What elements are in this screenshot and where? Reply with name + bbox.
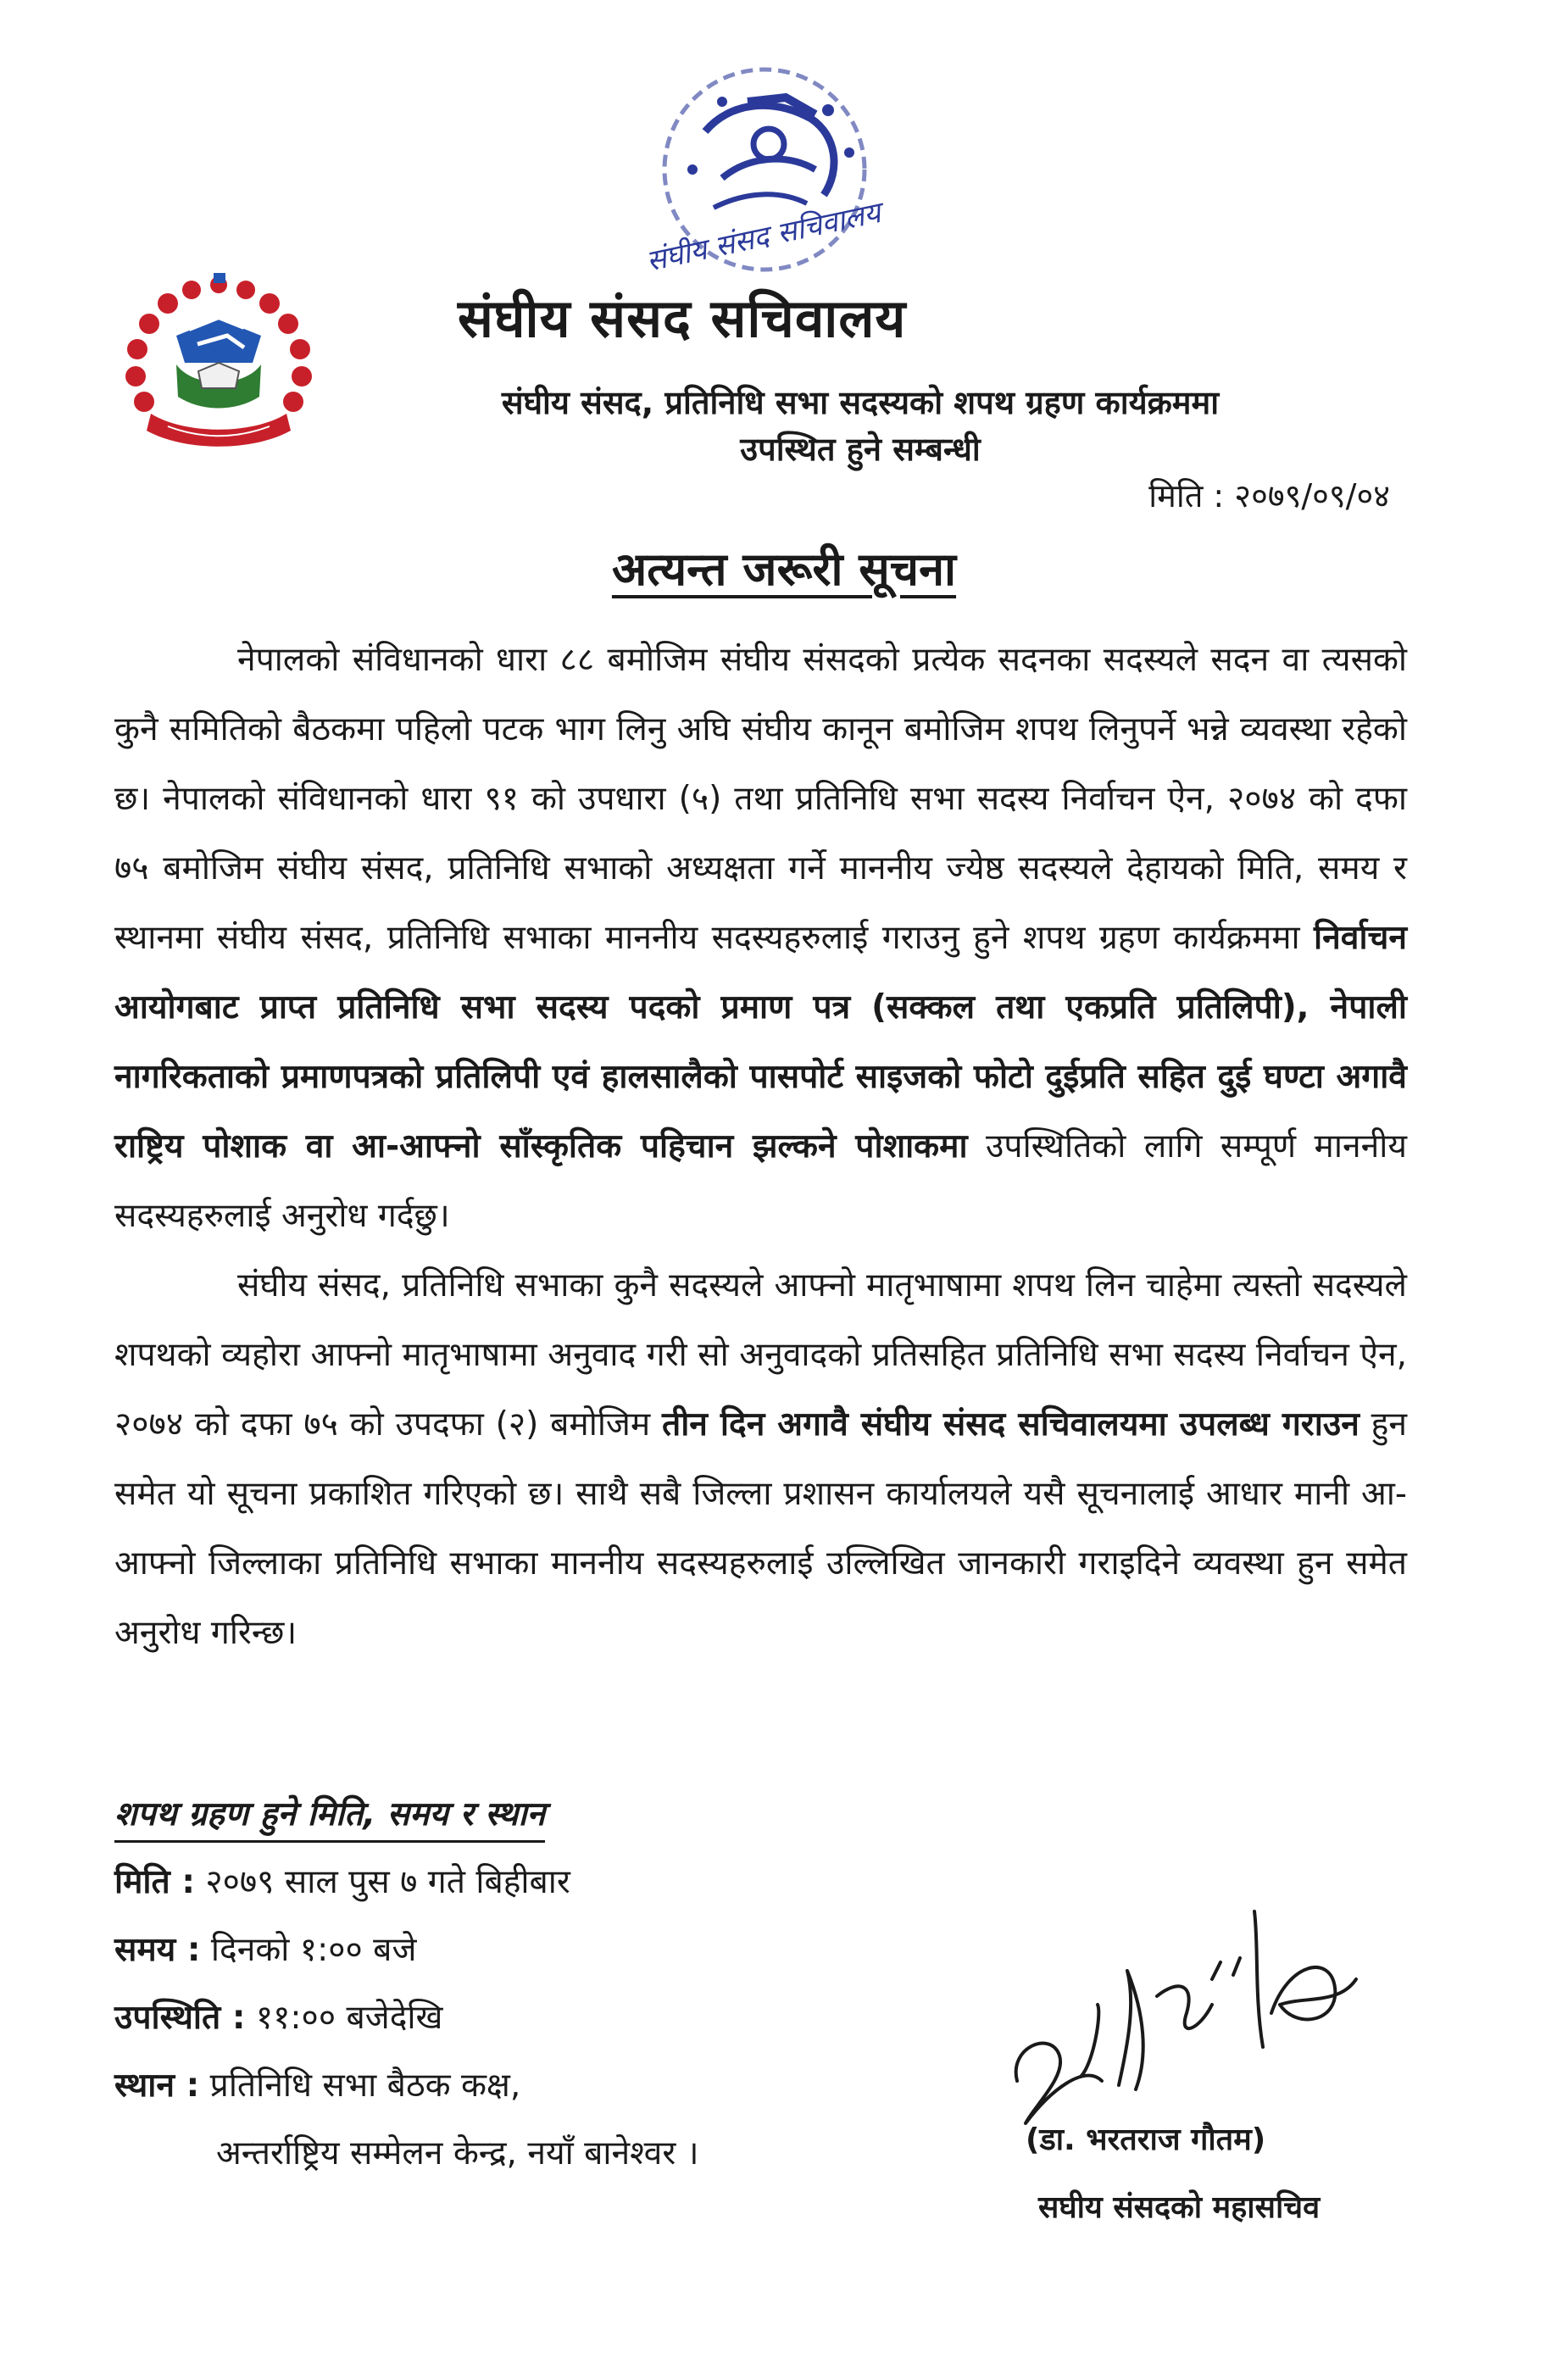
- notice-heading: [0, 536, 1568, 598]
- notice-heading-text: अत्यन्त जरूरी सूचना: [611, 542, 957, 596]
- para2-text-b: हुन समेत यो सूचना प्रकाशित गरिएको छ। साथै सबै जिल्ला प्रशासन कार्यालयले यसै सूचनालाई आधार मानी आ-आफ्नो जिल्लाका प्रतिनिधि सभाका माननीय सदस्यहरुलाई उल्लिखित जानकारी गराइदिने व्यवस्था हुन समेत अनुरोध गरिन्छ।: [114, 1405, 1407, 1652]
- schedule-time-row: [114, 1926, 416, 1971]
- paragraph-2: [114, 1251, 1407, 1668]
- office-seal-stamp: [603, 51, 892, 297]
- schedule-date-value: २०७९ साल पुस ७ गते बिहीबार: [205, 1863, 570, 1901]
- schedule-heading: शपथ ग्रहण हुने मिति, समय र स्थान: [114, 1790, 545, 1843]
- para1-bold-text: निर्वाचन आयोगबाट प्राप्त प्रतिनिधि सभा सदस्य पदको प्रमाण पत्र (सक्कल तथा एकप्रति प्रतिलिपी), नेपाली नागरिकताको प्रमाणपत्रको प्रतिलिपी एवं हालसालैको पासपोर्ट साइजको फोटो दुईप्रति सहित दुई घण्टा अगावै राष्ट्रिय पोशाक वा आ-आफ्नो साँस्कृतिक पहिचान झल्कने पोशाकमा: [114, 919, 1407, 1165]
- schedule-attendance-label: उपस्थिति :: [114, 1999, 246, 2037]
- paragraph-1: [114, 626, 1407, 1251]
- para2-bold-text: तीन दिन अगावै संघीय संसद सचिवालयमा उपलब्ध गराउन: [661, 1405, 1359, 1444]
- schedule-time-label: समय :: [114, 1931, 201, 1969]
- para2-text-a: संघीय संसद, प्रतिनिधि सभाका कुनै सदस्यले आफ्नो मातृभाषामा शपथ लिन चाहेमा त्यस्तो सदस्यले शपथको व्यहोरा आफ्नो मातृभाषामा अनुवाद गरी सो अनुवादको प्रतिसहित प्रतिनिधि सभा सदस्य निर्वाचन ऐन, २०७४ को दफा ७५ को उपदफा (२) बमोजिम: [114, 1266, 1407, 1444]
- nepal-emblem-icon: [117, 270, 320, 460]
- notice-date: मिति : २०७९/०९/०४: [1148, 477, 1390, 515]
- signer-name: (डा. भरतराज गौतम): [1026, 2122, 1266, 2157]
- schedule-venue-line-1: प्रतिनिधि सभा बैठक कक्ष,: [209, 2067, 521, 2105]
- schedule-venue-label: स्थान :: [114, 2067, 200, 2105]
- subject-line-1: संघीय संसद, प्रतिनिधि सभा सदस्यको शपथ ग्रहण कार्यक्रममा: [501, 384, 1220, 421]
- schedule-time-value: दिनको १:०० बजे: [210, 1931, 417, 1969]
- schedule-venue-row-2: [216, 2129, 699, 2174]
- schedule-date-label: मिति :: [114, 1863, 195, 1901]
- para1-text-b: उपस्थितिको लागि सम्पूर्ण माननीय सदस्यहरुलाई अनुरोध गर्दछु।: [114, 1127, 1407, 1235]
- schedule-attendance-value: ११:०० बजेदेखि: [255, 1999, 443, 2037]
- signer-title: सघीय संसदको महासचिव: [1038, 2190, 1321, 2225]
- schedule-venue-row: [114, 2061, 520, 2106]
- schedule-venue-line-2: अन्तर्राष्ट्रिय सम्मेलन केन्द्र, नयाँ बानेश्वर ।: [216, 2134, 699, 2172]
- schedule-date-row: [114, 1858, 570, 1903]
- office-title: संघीय संसद सचिवालय: [458, 287, 907, 349]
- notice-body: [114, 626, 1407, 1668]
- para1-text-a: नेपालको संविधानको धारा ८८ बमोजिम संघीय संसदको प्रत्येक सदनका सदस्यले सदन वा त्यसको कुनै समितिको बैठकमा पहिलो पटक भाग लिनु अघि संघीय कानून बमोजिम शपथ लिनुपर्ने भन्ने व्यवस्था रहेको छ। नेपालको संविधानको धारा ९१ को उपधारा (५) तथा प्रतिनिधि सभा सदस्य निर्वाचन ऐन, २०७४ को दफा ७५ बमोजिम संघीय संसद, प्रतिनिधि सभाको अध्यक्षता गर्ने माननीय ज्येष्ठ सदस्यले देहायको मिति, समय र स्थानमा संघीय संसद, प्रतिनिधि सभाका माननीय सदस्यहरुलाई गराउनु हुने शपथ ग्रहण कार्यक्रममा: [114, 641, 1407, 957]
- handwritten-signature: [1000, 1877, 1365, 2149]
- stamp-text: संघीय संसद सचिवालय: [643, 196, 884, 279]
- notice-subject: [335, 380, 1386, 473]
- schedule-heading-row: [114, 1790, 545, 1843]
- schedule-attendance-row: [114, 1994, 442, 2039]
- subject-line-2: उपस्थित हुने सम्बन्धी: [740, 431, 981, 468]
